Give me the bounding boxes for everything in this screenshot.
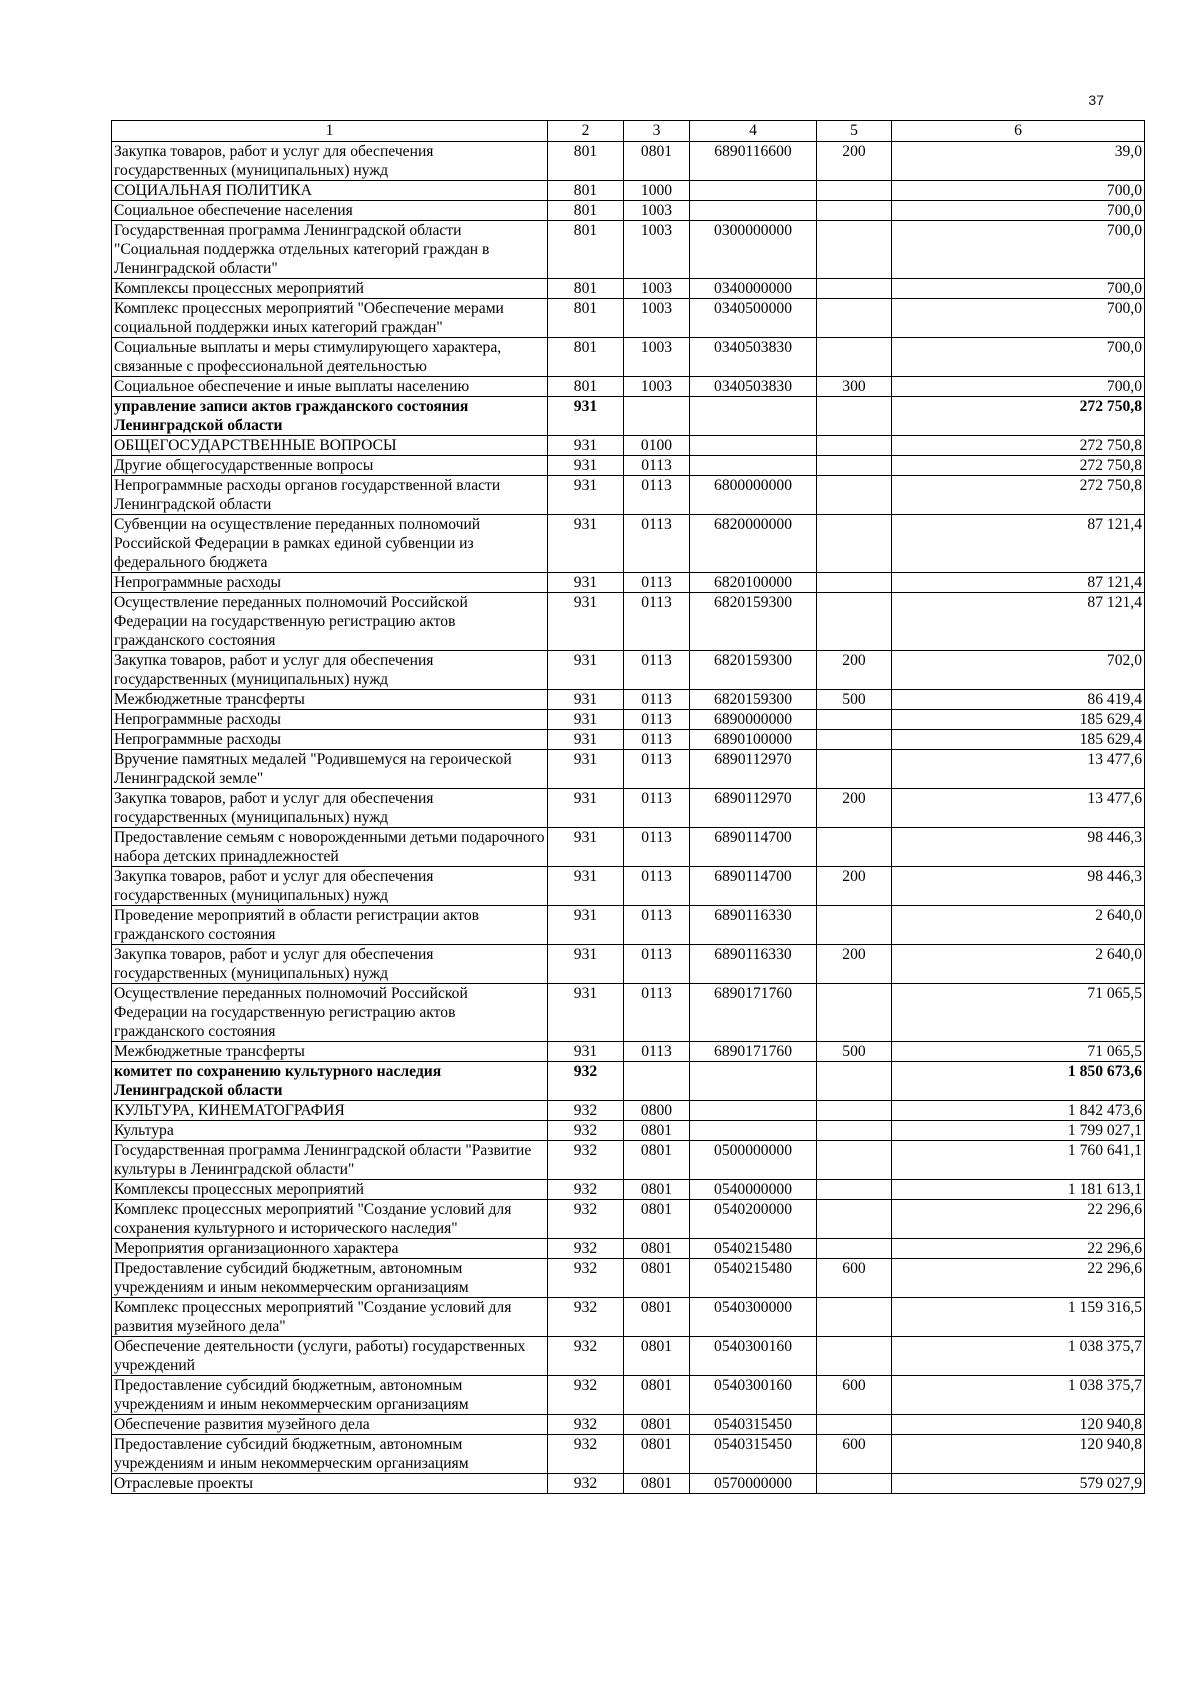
- row-name-cell: Культура: [112, 1121, 548, 1141]
- row-section-cell: 0801: [624, 1239, 690, 1259]
- row-type-cell: 600: [817, 1435, 892, 1474]
- row-code-cell: 931: [548, 1042, 624, 1062]
- row-type-cell: [817, 397, 892, 436]
- row-sum-cell: 87 121,4: [892, 573, 1145, 593]
- table-row: [112, 201, 1145, 221]
- column-header: 1: [112, 121, 548, 142]
- row-name-cell: Закупка товаров, работ и услуг для обеспечения государственных (муниципальных) нужд: [112, 789, 548, 828]
- row-section-cell: 0113: [624, 573, 690, 593]
- row-target-cell: 6890116330: [690, 945, 817, 984]
- row-name-cell: Социальное обеспечение и иные выплаты населению: [112, 377, 548, 397]
- row-target-cell: 6890114700: [690, 828, 817, 867]
- row-target-cell: 6820000000: [690, 515, 817, 573]
- row-name-cell: Предоставление семьям с новорожденными детьми подарочного набора детских принадлежностей: [112, 828, 548, 867]
- row-section-cell: 1003: [624, 377, 690, 397]
- row-sum-cell: 120 940,8: [892, 1415, 1145, 1435]
- row-code-cell: 932: [548, 1062, 624, 1101]
- row-type-cell: [817, 299, 892, 338]
- row-sum-cell: 87 121,4: [892, 515, 1145, 573]
- column-header: 5: [817, 121, 892, 142]
- row-target-cell: 6820159300: [690, 593, 817, 651]
- table-row: [112, 515, 1145, 573]
- row-name-cell: Осуществление переданных полномочий Российской Федерации на государственную регистрацию актов гражданского состояния: [112, 984, 548, 1042]
- column-header: 2: [548, 121, 624, 142]
- row-section-cell: [624, 397, 690, 436]
- row-sum-cell: 1 842 473,6: [892, 1101, 1145, 1121]
- row-name-cell: Комплекс процессных мероприятий "Создание условий для развития музейного дела": [112, 1298, 548, 1337]
- table-row: [112, 710, 1145, 730]
- row-target-cell: 6890112970: [690, 750, 817, 789]
- row-section-cell: 0113: [624, 593, 690, 651]
- row-code-cell: 931: [548, 573, 624, 593]
- row-name-cell: Закупка товаров, работ и услуг для обеспечения государственных (муниципальных) нужд: [112, 945, 548, 984]
- row-target-cell: 6890114700: [690, 867, 817, 906]
- row-section-cell: 0113: [624, 984, 690, 1042]
- table-row: [112, 456, 1145, 476]
- row-sum-cell: 120 940,8: [892, 1435, 1145, 1474]
- row-code-cell: 932: [548, 1121, 624, 1141]
- row-code-cell: 932: [548, 1376, 624, 1415]
- row-code-cell: 931: [548, 730, 624, 750]
- row-sum-cell: 13 477,6: [892, 789, 1145, 828]
- row-target-cell: 0340000000: [690, 279, 817, 299]
- table-row: [112, 593, 1145, 651]
- page-number: 37: [1088, 92, 1104, 108]
- row-sum-cell: 272 750,8: [892, 476, 1145, 515]
- row-code-cell: 932: [548, 1200, 624, 1239]
- row-sum-cell: 185 629,4: [892, 710, 1145, 730]
- table-row: [112, 867, 1145, 906]
- row-name-cell: Предоставление субсидий бюджетным, автономным учреждениям и иным некоммерческим организациям: [112, 1435, 548, 1474]
- row-code-cell: 932: [548, 1435, 624, 1474]
- table-row: [112, 1376, 1145, 1415]
- table-row: [112, 397, 1145, 436]
- row-type-cell: 200: [817, 945, 892, 984]
- row-section-cell: 0801: [624, 1415, 690, 1435]
- row-target-cell: 6890171760: [690, 984, 817, 1042]
- row-type-cell: [817, 828, 892, 867]
- row-code-cell: 931: [548, 789, 624, 828]
- row-target-cell: 6820159300: [690, 690, 817, 710]
- row-target-cell: [690, 1121, 817, 1141]
- table-row: [112, 1239, 1145, 1259]
- row-target-cell: 6820159300: [690, 651, 817, 690]
- row-code-cell: 801: [548, 299, 624, 338]
- table-row: [112, 1062, 1145, 1101]
- row-sum-cell: 272 750,8: [892, 436, 1145, 456]
- row-code-cell: 932: [548, 1298, 624, 1337]
- row-sum-cell: 1 850 673,6: [892, 1062, 1145, 1101]
- row-section-cell: 0801: [624, 1474, 690, 1494]
- row-section-cell: 0801: [624, 142, 690, 181]
- row-name-cell: ОБЩЕГОСУДАРСТВЕННЫЕ ВОПРОСЫ: [112, 436, 548, 456]
- table-row: [112, 279, 1145, 299]
- row-sum-cell: 71 065,5: [892, 984, 1145, 1042]
- row-section-cell: 0113: [624, 710, 690, 730]
- row-sum-cell: 98 446,3: [892, 867, 1145, 906]
- row-type-cell: 200: [817, 789, 892, 828]
- column-header: 4: [690, 121, 817, 142]
- row-section-cell: 0113: [624, 1042, 690, 1062]
- row-section-cell: 0801: [624, 1337, 690, 1376]
- row-type-cell: [817, 338, 892, 377]
- table-row: [112, 1200, 1145, 1239]
- row-section-cell: 0113: [624, 476, 690, 515]
- row-target-cell: 6820100000: [690, 573, 817, 593]
- row-name-cell: Закупка товаров, работ и услуг для обеспечения государственных (муниципальных) нужд: [112, 142, 548, 181]
- row-sum-cell: 700,0: [892, 338, 1145, 377]
- row-sum-cell: 700,0: [892, 279, 1145, 299]
- row-type-cell: [817, 515, 892, 573]
- row-type-cell: 300: [817, 377, 892, 397]
- row-target-cell: 0540215480: [690, 1259, 817, 1298]
- row-type-cell: [817, 984, 892, 1042]
- row-target-cell: 6890100000: [690, 730, 817, 750]
- row-name-cell: КУЛЬТУРА, КИНЕМАТОГРАФИЯ: [112, 1101, 548, 1121]
- budget-table: [111, 120, 1145, 1494]
- table-row: [112, 1415, 1145, 1435]
- table-row: [112, 142, 1145, 181]
- row-name-cell: Закупка товаров, работ и услуг для обеспечения государственных (муниципальных) нужд: [112, 651, 548, 690]
- row-code-cell: 931: [548, 906, 624, 945]
- row-type-cell: [817, 456, 892, 476]
- row-section-cell: 1003: [624, 338, 690, 377]
- row-type-cell: [817, 1141, 892, 1180]
- row-type-cell: 200: [817, 867, 892, 906]
- row-name-cell: Комплексы процессных мероприятий: [112, 279, 548, 299]
- row-type-cell: 500: [817, 690, 892, 710]
- table-row: [112, 377, 1145, 397]
- row-type-cell: [817, 1101, 892, 1121]
- row-code-cell: 932: [548, 1239, 624, 1259]
- row-section-cell: 0801: [624, 1141, 690, 1180]
- table-row: [112, 906, 1145, 945]
- row-code-cell: 932: [548, 1259, 624, 1298]
- row-section-cell: 1003: [624, 299, 690, 338]
- row-target-cell: 6800000000: [690, 476, 817, 515]
- row-type-cell: [817, 1298, 892, 1337]
- row-code-cell: 801: [548, 377, 624, 397]
- row-section-cell: 0113: [624, 515, 690, 573]
- row-code-cell: 801: [548, 201, 624, 221]
- row-section-cell: 0801: [624, 1121, 690, 1141]
- row-target-cell: 6890171760: [690, 1042, 817, 1062]
- row-target-cell: 0540315450: [690, 1415, 817, 1435]
- row-sum-cell: 700,0: [892, 201, 1145, 221]
- row-sum-cell: 22 296,6: [892, 1239, 1145, 1259]
- row-target-cell: 0540300160: [690, 1376, 817, 1415]
- table-row: [112, 1121, 1145, 1141]
- row-name-cell: Комплексы процессных мероприятий: [112, 1180, 548, 1200]
- row-name-cell: Предоставление субсидий бюджетным, автономным учреждениям и иным некоммерческим организациям: [112, 1376, 548, 1415]
- row-section-cell: 0801: [624, 1376, 690, 1415]
- row-type-cell: [817, 730, 892, 750]
- row-name-cell: Непрограммные расходы органов государственной власти Ленинградской области: [112, 476, 548, 515]
- row-target-cell: [690, 1101, 817, 1121]
- row-sum-cell: 71 065,5: [892, 1042, 1145, 1062]
- row-target-cell: [690, 181, 817, 201]
- row-name-cell: Государственная программа Ленинградской области "Развитие культуры в Ленинградской области": [112, 1141, 548, 1180]
- row-sum-cell: 22 296,6: [892, 1259, 1145, 1298]
- row-type-cell: [817, 1415, 892, 1435]
- row-code-cell: 931: [548, 397, 624, 436]
- row-type-cell: [817, 906, 892, 945]
- table-row: [112, 828, 1145, 867]
- table-row: [112, 789, 1145, 828]
- column-header: 6: [892, 121, 1145, 142]
- row-type-cell: [817, 573, 892, 593]
- row-code-cell: 801: [548, 181, 624, 201]
- row-sum-cell: 1 181 613,1: [892, 1180, 1145, 1200]
- column-header: 3: [624, 121, 690, 142]
- row-type-cell: [817, 181, 892, 201]
- row-sum-cell: 1 038 375,7: [892, 1376, 1145, 1415]
- row-target-cell: 6890116600: [690, 142, 817, 181]
- row-target-cell: 0540300000: [690, 1298, 817, 1337]
- row-code-cell: 931: [548, 593, 624, 651]
- row-section-cell: 0113: [624, 906, 690, 945]
- table-row: [112, 1180, 1145, 1200]
- row-code-cell: 801: [548, 142, 624, 181]
- row-sum-cell: 98 446,3: [892, 828, 1145, 867]
- row-name-cell: комитет по сохранению культурного наследия Ленинградской области: [112, 1062, 548, 1101]
- row-code-cell: 932: [548, 1474, 624, 1494]
- row-sum-cell: 39,0: [892, 142, 1145, 181]
- row-code-cell: 932: [548, 1141, 624, 1180]
- row-name-cell: Закупка товаров, работ и услуг для обеспечения государственных (муниципальных) нужд: [112, 867, 548, 906]
- row-sum-cell: 700,0: [892, 181, 1145, 201]
- table-row: [112, 1141, 1145, 1180]
- row-target-cell: 0500000000: [690, 1141, 817, 1180]
- row-sum-cell: 86 419,4: [892, 690, 1145, 710]
- row-target-cell: 0540215480: [690, 1239, 817, 1259]
- row-sum-cell: 1 799 027,1: [892, 1121, 1145, 1141]
- row-sum-cell: 1 760 641,1: [892, 1141, 1145, 1180]
- row-code-cell: 931: [548, 436, 624, 456]
- row-sum-cell: 185 629,4: [892, 730, 1145, 750]
- row-type-cell: 200: [817, 651, 892, 690]
- row-code-cell: 932: [548, 1337, 624, 1376]
- row-type-cell: [817, 476, 892, 515]
- row-name-cell: Социальные выплаты и меры стимулирующего характера, связанные с профессиональной деятельностью: [112, 338, 548, 377]
- row-section-cell: 1000: [624, 181, 690, 201]
- row-name-cell: Комплекс процессных мероприятий "Создание условий для сохранения культурного и исторического наследия": [112, 1200, 548, 1239]
- row-code-cell: 931: [548, 690, 624, 710]
- row-code-cell: 931: [548, 750, 624, 789]
- row-target-cell: 0300000000: [690, 221, 817, 279]
- row-target-cell: [690, 397, 817, 436]
- row-section-cell: 0801: [624, 1298, 690, 1337]
- row-name-cell: Проведение мероприятий в области регистрации актов гражданского состояния: [112, 906, 548, 945]
- table-row: [112, 651, 1145, 690]
- row-section-cell: 0113: [624, 867, 690, 906]
- row-target-cell: 6890116330: [690, 906, 817, 945]
- row-section-cell: 0113: [624, 945, 690, 984]
- row-sum-cell: 700,0: [892, 377, 1145, 397]
- row-code-cell: 931: [548, 828, 624, 867]
- row-type-cell: 200: [817, 142, 892, 181]
- row-code-cell: 931: [548, 710, 624, 730]
- row-section-cell: 1003: [624, 201, 690, 221]
- row-sum-cell: 1 159 316,5: [892, 1298, 1145, 1337]
- table-row: [112, 1298, 1145, 1337]
- row-target-cell: 0540000000: [690, 1180, 817, 1200]
- row-type-cell: [817, 1180, 892, 1200]
- table-row: [112, 730, 1145, 750]
- row-type-cell: [817, 221, 892, 279]
- row-type-cell: [817, 1062, 892, 1101]
- row-type-cell: [817, 710, 892, 730]
- row-name-cell: Обеспечение деятельности (услуги, работы) государственных учреждений: [112, 1337, 548, 1376]
- row-name-cell: Межбюджетные трансферты: [112, 690, 548, 710]
- row-code-cell: 932: [548, 1101, 624, 1121]
- table-row: [112, 1259, 1145, 1298]
- row-section-cell: 0113: [624, 456, 690, 476]
- row-code-cell: 801: [548, 279, 624, 299]
- row-name-cell: Мероприятия организационного характера: [112, 1239, 548, 1259]
- table-row: [112, 750, 1145, 789]
- row-target-cell: [690, 1062, 817, 1101]
- row-type-cell: [817, 1337, 892, 1376]
- table-row: [112, 984, 1145, 1042]
- table-row: [112, 1042, 1145, 1062]
- row-code-cell: 931: [548, 945, 624, 984]
- row-section-cell: 0801: [624, 1435, 690, 1474]
- row-section-cell: 0800: [624, 1101, 690, 1121]
- table-header-row: [112, 121, 1145, 142]
- row-sum-cell: 2 640,0: [892, 945, 1145, 984]
- row-target-cell: 0540315450: [690, 1435, 817, 1474]
- row-section-cell: 0113: [624, 750, 690, 789]
- row-name-cell: управление записи актов гражданского состояния Ленинградской области: [112, 397, 548, 436]
- row-type-cell: 600: [817, 1376, 892, 1415]
- table-row: [112, 690, 1145, 710]
- table-body: [112, 142, 1145, 1494]
- row-name-cell: Другие общегосударственные вопросы: [112, 456, 548, 476]
- row-section-cell: 0113: [624, 789, 690, 828]
- row-name-cell: СОЦИАЛЬНАЯ ПОЛИТИКА: [112, 181, 548, 201]
- row-type-cell: 600: [817, 1259, 892, 1298]
- row-type-cell: [817, 750, 892, 789]
- row-section-cell: 0113: [624, 651, 690, 690]
- table-row: [112, 476, 1145, 515]
- row-type-cell: [817, 201, 892, 221]
- table-row: [112, 1337, 1145, 1376]
- row-section-cell: [624, 1062, 690, 1101]
- row-name-cell: Непрограммные расходы: [112, 573, 548, 593]
- row-code-cell: 801: [548, 221, 624, 279]
- row-target-cell: [690, 456, 817, 476]
- row-target-cell: 0340503830: [690, 377, 817, 397]
- row-section-cell: 0801: [624, 1180, 690, 1200]
- row-sum-cell: 702,0: [892, 651, 1145, 690]
- row-code-cell: 932: [548, 1180, 624, 1200]
- row-sum-cell: 700,0: [892, 221, 1145, 279]
- row-target-cell: 0340503830: [690, 338, 817, 377]
- row-name-cell: Непрограммные расходы: [112, 710, 548, 730]
- row-code-cell: 931: [548, 984, 624, 1042]
- row-name-cell: Непрограммные расходы: [112, 730, 548, 750]
- row-target-cell: 0340500000: [690, 299, 817, 338]
- row-type-cell: [817, 1474, 892, 1494]
- row-section-cell: 1003: [624, 221, 690, 279]
- table-row: [112, 221, 1145, 279]
- row-section-cell: 0100: [624, 436, 690, 456]
- table-row: [112, 338, 1145, 377]
- table-row: [112, 1101, 1145, 1121]
- row-type-cell: [817, 436, 892, 456]
- row-type-cell: [817, 279, 892, 299]
- table-row: [112, 573, 1145, 593]
- row-section-cell: 0113: [624, 730, 690, 750]
- row-target-cell: 6890112970: [690, 789, 817, 828]
- row-sum-cell: 272 750,8: [892, 397, 1145, 436]
- row-code-cell: 932: [548, 1415, 624, 1435]
- row-section-cell: 0801: [624, 1259, 690, 1298]
- row-name-cell: Вручение памятных медалей "Родившемуся на героической Ленинградской земле": [112, 750, 548, 789]
- table-row: [112, 299, 1145, 338]
- row-name-cell: Субвенции на осуществление переданных полномочий Российской Федерации в рамках единой субвенции из федерального бюджета: [112, 515, 548, 573]
- row-target-cell: [690, 201, 817, 221]
- row-section-cell: 0801: [624, 1200, 690, 1239]
- row-target-cell: 6890000000: [690, 710, 817, 730]
- row-name-cell: Осуществление переданных полномочий Российской Федерации на государственную регистрацию актов гражданского состояния: [112, 593, 548, 651]
- row-type-cell: [817, 1239, 892, 1259]
- row-sum-cell: 2 640,0: [892, 906, 1145, 945]
- row-code-cell: 931: [548, 456, 624, 476]
- table-row: [112, 436, 1145, 456]
- row-name-cell: Предоставление субсидий бюджетным, автономным учреждениям и иным некоммерческим организациям: [112, 1259, 548, 1298]
- row-sum-cell: 13 477,6: [892, 750, 1145, 789]
- table-row: [112, 181, 1145, 201]
- row-sum-cell: 87 121,4: [892, 593, 1145, 651]
- row-sum-cell: 579 027,9: [892, 1474, 1145, 1494]
- row-code-cell: 931: [548, 867, 624, 906]
- row-name-cell: Обеспечение развития музейного дела: [112, 1415, 548, 1435]
- row-name-cell: Государственная программа Ленинградской области "Социальная поддержка отдельных категорий граждан в Ленинградской области": [112, 221, 548, 279]
- row-code-cell: 931: [548, 476, 624, 515]
- row-name-cell: Отраслевые проекты: [112, 1474, 548, 1494]
- row-sum-cell: 22 296,6: [892, 1200, 1145, 1239]
- row-target-cell: 0540200000: [690, 1200, 817, 1239]
- row-code-cell: 931: [548, 651, 624, 690]
- row-target-cell: [690, 436, 817, 456]
- table-row: [112, 1435, 1145, 1474]
- row-section-cell: 0113: [624, 690, 690, 710]
- row-code-cell: 801: [548, 338, 624, 377]
- row-sum-cell: 1 038 375,7: [892, 1337, 1145, 1376]
- table-row: [112, 945, 1145, 984]
- row-type-cell: [817, 1200, 892, 1239]
- row-type-cell: 500: [817, 1042, 892, 1062]
- row-code-cell: 931: [548, 515, 624, 573]
- table-row: [112, 1474, 1145, 1494]
- row-target-cell: 0570000000: [690, 1474, 817, 1494]
- row-name-cell: Комплекс процессных мероприятий "Обеспечение мерами социальной поддержки иных категорий граждан": [112, 299, 548, 338]
- row-target-cell: 0540300160: [690, 1337, 817, 1376]
- row-type-cell: [817, 1121, 892, 1141]
- row-sum-cell: 700,0: [892, 299, 1145, 338]
- row-section-cell: 0113: [624, 828, 690, 867]
- row-sum-cell: 272 750,8: [892, 456, 1145, 476]
- row-type-cell: [817, 593, 892, 651]
- row-section-cell: 1003: [624, 279, 690, 299]
- row-name-cell: Социальное обеспечение населения: [112, 201, 548, 221]
- row-name-cell: Межбюджетные трансферты: [112, 1042, 548, 1062]
